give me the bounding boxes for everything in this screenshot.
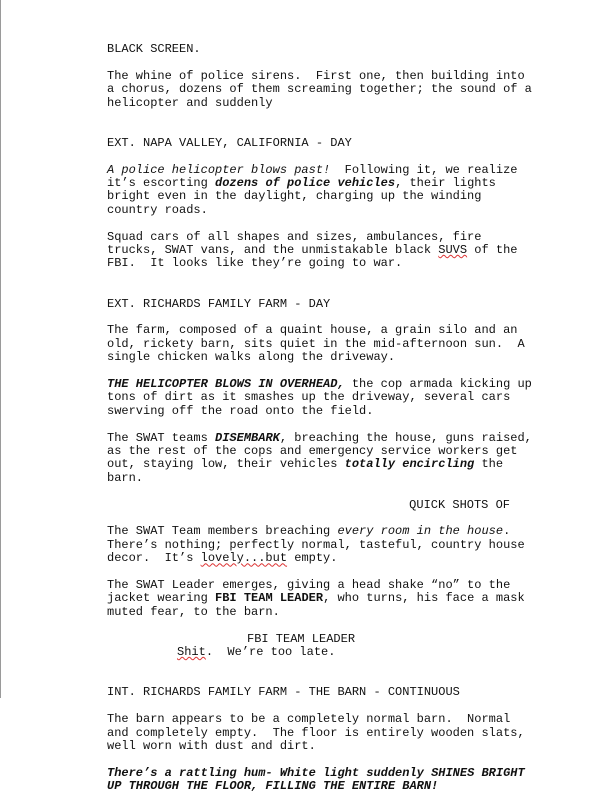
spellcheck-word: SUVS	[438, 243, 468, 258]
action-text: the barn.	[107, 457, 511, 485]
action-helicopter-overhead	[107, 377, 540, 418]
spellcheck-word: lovely...but	[200, 551, 288, 566]
scene-heading-napa-valley: EXT. NAPA VALLEY, CALIFORNIA - DAY	[107, 135, 352, 150]
emphasis-text: totally encircling	[344, 457, 475, 472]
page-left-border	[0, 0, 1, 698]
action-farm-description: The farm, composed of a quaint house, a grain silo and an old, rickety barn, sits quiet in the mid-afternoon sun. A single chicken walks along the driveway.	[107, 323, 532, 365]
action-text: , their lights bright even in the daylight, charging up the winding country roads.	[107, 176, 504, 217]
action-text: , who turns, his face a mask muted fear, to the barn.	[107, 591, 532, 619]
action-text: empty.	[287, 551, 338, 566]
scene-heading-barn: INT. RICHARDS FAMILY FARM - THE BARN - CONTINUOUS	[107, 685, 460, 700]
action-text: , breaching the house, guns raised, as the rest of the cops and emergency service workers get out, staying low, their vehicles	[107, 430, 540, 472]
transition-quick-shots: QUICK SHOTS OF	[409, 497, 510, 512]
action-swat-disembark	[107, 430, 540, 486]
spellcheck-word: Shit	[177, 645, 206, 660]
action-text: Following it, we realize it’s escorting	[107, 162, 525, 191]
emphasis-text: every room in the house	[337, 524, 504, 539]
emphasis-text: THE HELICOPTER BLOWS IN OVERHEAD,	[107, 377, 345, 392]
action-text: Squad cars of all shapes and sizes, ambulances, fire trucks, SWAT vans, and the unmistakable black	[107, 229, 489, 258]
action-squad-cars	[107, 231, 537, 271]
screenplay-page	[107, 42, 540, 794]
emphasis-text: dozens of police vehicles	[215, 176, 396, 191]
action-text: The SWAT Team members breaching	[107, 524, 338, 539]
action-text: The SWAT Leader emerges, giving a head shake “no” to the jacket wearing	[107, 578, 518, 606]
emphasis-text: There’s a rattling hum- White light suddenly	[107, 765, 432, 780]
emphasis-text: FBI TEAM LEADER	[215, 591, 324, 606]
action-helicopter-blows-past	[107, 164, 537, 218]
action-barn-description: The barn appears to be a completely normal barn. Normal and completely empty. The floor is entirely wooden slats, well worn with dust and dirt.	[107, 712, 532, 753]
emphasis-text: DISEMBARK	[215, 430, 280, 445]
scene-heading-richards-farm: EXT. RICHARDS FAMILY FARM - DAY	[107, 296, 331, 311]
dialogue-text: . We’re too late.	[205, 645, 336, 660]
action-text: of the FBI. It looks like they’re going to war.	[107, 243, 525, 271]
action-rattling-hum	[107, 767, 537, 794]
emphasis-text: A police helicopter blows past!	[107, 162, 331, 177]
action-text: the cop armada kicking up tons of dirt as it smashes up the driveway, several cars swerving off the road onto the field.	[107, 377, 540, 418]
action-swat-breaching	[107, 525, 537, 565]
action-text: The SWAT teams	[107, 430, 216, 445]
emphasis-text: SHINES BRIGHT UP THROUGH THE FLOOR, FILLING THE ENTIRE BARN!	[107, 765, 532, 794]
action-swat-leader	[107, 579, 537, 619]
action-text: . There’s nothing; perfectly normal, tasteful, country house decor. It’s	[107, 524, 532, 566]
dialogue-too-late	[107, 646, 537, 659]
action-sirens: The whine of police sirens. First one, then building into a chorus, dozens of them screaming together; the sound of a helicopter and suddenly	[107, 68, 540, 110]
action-black-screen: BLACK SCREEN.	[107, 42, 201, 56]
character-fbi-team-leader: FBI TEAM LEADER	[247, 631, 356, 646]
